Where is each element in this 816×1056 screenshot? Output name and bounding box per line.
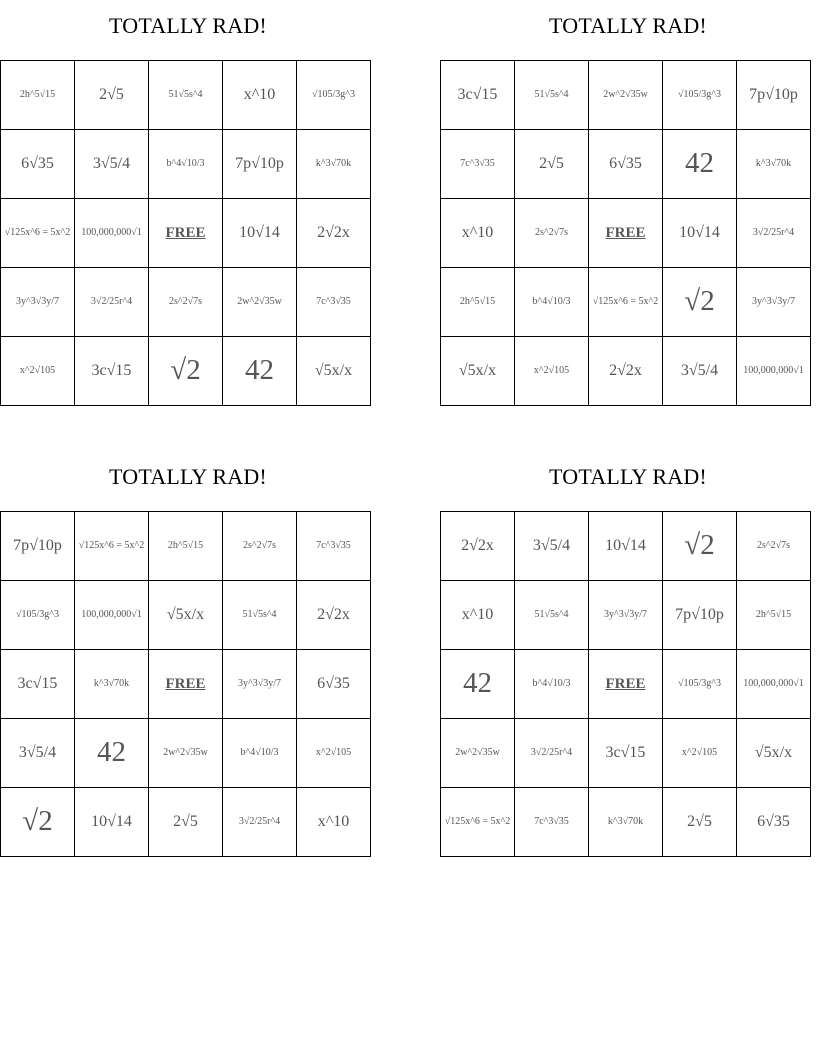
- bingo-cell: x^10: [441, 199, 515, 268]
- card-title: TOTALLY RAD!: [109, 13, 267, 38]
- bingo-cell: 2√5: [149, 788, 223, 857]
- grid-row: [441, 581, 811, 650]
- card-title: TOTALLY RAD!: [109, 464, 267, 489]
- bingo-cell: 2h^5√15: [441, 268, 515, 337]
- bingo-cell: √125x^6 = 5x^2: [1, 199, 75, 268]
- free-space-cell: FREE: [589, 199, 663, 268]
- bingo-cell: 3√5/4: [515, 512, 589, 581]
- bingo-grid: [440, 60, 811, 406]
- grid-row: [1, 581, 371, 650]
- bingo-cell: 2w^2√35w: [223, 268, 297, 337]
- bingo-cell: 2s^2√7s: [737, 512, 811, 581]
- grid-row: [1, 199, 371, 268]
- bingo-cell: 3y^3√3y/7: [737, 268, 811, 337]
- bingo-cell: 3c√15: [1, 650, 75, 719]
- bingo-cell: 3√5/4: [663, 337, 737, 406]
- bingo-cell: 2√5: [75, 61, 149, 130]
- bingo-cell: 3√2/25r^4: [737, 199, 811, 268]
- free-space-cell: FREE: [149, 650, 223, 719]
- bingo-cell: k^3√70k: [589, 788, 663, 857]
- grid-row: [1, 268, 371, 337]
- bingo-cell: 2√2x: [297, 581, 371, 650]
- free-space-cell: FREE: [589, 650, 663, 719]
- bingo-cell: 7c^3√35: [515, 788, 589, 857]
- bingo-cell: 7p√10p: [223, 130, 297, 199]
- bingo-cell: 3y^3√3y/7: [589, 581, 663, 650]
- bingo-cell: 7p√10p: [737, 61, 811, 130]
- bingo-cell: 2√5: [663, 788, 737, 857]
- bingo-cell: 3√2/25r^4: [75, 268, 149, 337]
- bingo-cell: 10√14: [223, 199, 297, 268]
- bingo-cell: √105/3g^3: [1, 581, 75, 650]
- bingo-cell: √5x/x: [149, 581, 223, 650]
- bingo-cell: 3√5/4: [1, 719, 75, 788]
- bingo-cell: 10√14: [663, 199, 737, 268]
- bingo-cell: b^4√10/3: [515, 268, 589, 337]
- bingo-cell: x^2√105: [297, 719, 371, 788]
- bingo-cell: √2: [149, 337, 223, 406]
- bingo-cell: 2√2x: [441, 512, 515, 581]
- bingo-cell: √125x^6 = 5x^2: [441, 788, 515, 857]
- bingo-cell: 100,000,000√1: [75, 199, 149, 268]
- bingo-cell: 2√2x: [297, 199, 371, 268]
- bingo-cell: √125x^6 = 5x^2: [589, 268, 663, 337]
- grid-row: [1, 788, 371, 857]
- bingo-cell: √105/3g^3: [663, 650, 737, 719]
- bingo-cell: b^4√10/3: [149, 130, 223, 199]
- bingo-cell: 100,000,000√1: [737, 650, 811, 719]
- bingo-cell: x^2√105: [663, 719, 737, 788]
- grid-row: [441, 337, 811, 406]
- bingo-cell: 2w^2√35w: [441, 719, 515, 788]
- bingo-cell: 7p√10p: [1, 512, 75, 581]
- bingo-cell: 7c^3√35: [441, 130, 515, 199]
- bingo-cell: 2√2x: [589, 337, 663, 406]
- bingo-cell: 6√35: [1, 130, 75, 199]
- grid-row: [441, 268, 811, 337]
- grid-row: [1, 512, 371, 581]
- card-title: TOTALLY RAD!: [549, 13, 707, 38]
- bingo-grid: [440, 511, 811, 857]
- bingo-cell: √2: [1, 788, 75, 857]
- bingo-cell: √105/3g^3: [663, 61, 737, 130]
- bingo-cell: 2h^5√15: [149, 512, 223, 581]
- bingo-cell: 3c√15: [75, 337, 149, 406]
- bingo-grid: [0, 511, 371, 857]
- bingo-cell: 2w^2√35w: [589, 61, 663, 130]
- bingo-cell: 100,000,000√1: [737, 337, 811, 406]
- grid-row: [441, 130, 811, 199]
- bingo-cell: 3y^3√3y/7: [1, 268, 75, 337]
- bingo-cell: 7c^3√35: [297, 512, 371, 581]
- card-title: TOTALLY RAD!: [549, 464, 707, 489]
- bingo-cell: √2: [663, 512, 737, 581]
- bingo-cell: 7p√10p: [663, 581, 737, 650]
- bingo-cell: 7c^3√35: [297, 268, 371, 337]
- grid-row: [441, 650, 811, 719]
- bingo-cell: x^2√105: [515, 337, 589, 406]
- bingo-cell: 51√5s^4: [149, 61, 223, 130]
- free-space-cell: FREE: [149, 199, 223, 268]
- bingo-cell: 2w^2√35w: [149, 719, 223, 788]
- grid-row: [1, 61, 371, 130]
- bingo-cell: 42: [663, 130, 737, 199]
- bingo-cell: x^10: [441, 581, 515, 650]
- bingo-cell: 3√2/25r^4: [223, 788, 297, 857]
- grid-row: [1, 337, 371, 406]
- bingo-cell: b^4√10/3: [223, 719, 297, 788]
- bingo-cell: 51√5s^4: [223, 581, 297, 650]
- bingo-cell: x^10: [297, 788, 371, 857]
- bingo-cell: 2h^5√15: [737, 581, 811, 650]
- bingo-cell: 3y^3√3y/7: [223, 650, 297, 719]
- bingo-cell: 42: [441, 650, 515, 719]
- grid-row: [1, 650, 371, 719]
- bingo-cell: 2√5: [515, 130, 589, 199]
- bingo-cell: b^4√10/3: [515, 650, 589, 719]
- bingo-cell: 10√14: [589, 512, 663, 581]
- bingo-cell: 100,000,000√1: [75, 581, 149, 650]
- grid-row: [441, 199, 811, 268]
- bingo-cell: 51√5s^4: [515, 61, 589, 130]
- bingo-cell: 3c√15: [441, 61, 515, 130]
- bingo-cell: 2s^2√7s: [149, 268, 223, 337]
- grid-row: [1, 719, 371, 788]
- bingo-grid: [0, 60, 371, 406]
- bingo-cell: 42: [75, 719, 149, 788]
- grid-row: [1, 130, 371, 199]
- bingo-cell: 2s^2√7s: [223, 512, 297, 581]
- bingo-cell: k^3√70k: [75, 650, 149, 719]
- grid-row: [441, 61, 811, 130]
- bingo-cell: 3c√15: [589, 719, 663, 788]
- bingo-cell: √5x/x: [737, 719, 811, 788]
- bingo-cell: 2s^2√7s: [515, 199, 589, 268]
- bingo-cell: 6√35: [589, 130, 663, 199]
- bingo-cell: √2: [663, 268, 737, 337]
- bingo-cell: 3√2/25r^4: [515, 719, 589, 788]
- bingo-cell: 6√35: [737, 788, 811, 857]
- bingo-cell: x^2√105: [1, 337, 75, 406]
- bingo-cell: 6√35: [297, 650, 371, 719]
- bingo-cell: 2h^5√15: [1, 61, 75, 130]
- grid-row: [441, 719, 811, 788]
- grid-row: [441, 788, 811, 857]
- bingo-cell: x^10: [223, 61, 297, 130]
- bingo-cell: √5x/x: [441, 337, 515, 406]
- bingo-cell: 10√14: [75, 788, 149, 857]
- bingo-cell: 3√5/4: [75, 130, 149, 199]
- bingo-cell: 42: [223, 337, 297, 406]
- bingo-cell: √5x/x: [297, 337, 371, 406]
- bingo-cell: √105/3g^3: [297, 61, 371, 130]
- bingo-cell: k^3√70k: [297, 130, 371, 199]
- grid-row: [441, 512, 811, 581]
- bingo-cell: k^3√70k: [737, 130, 811, 199]
- bingo-cell: √125x^6 = 5x^2: [75, 512, 149, 581]
- bingo-cell: 51√5s^4: [515, 581, 589, 650]
